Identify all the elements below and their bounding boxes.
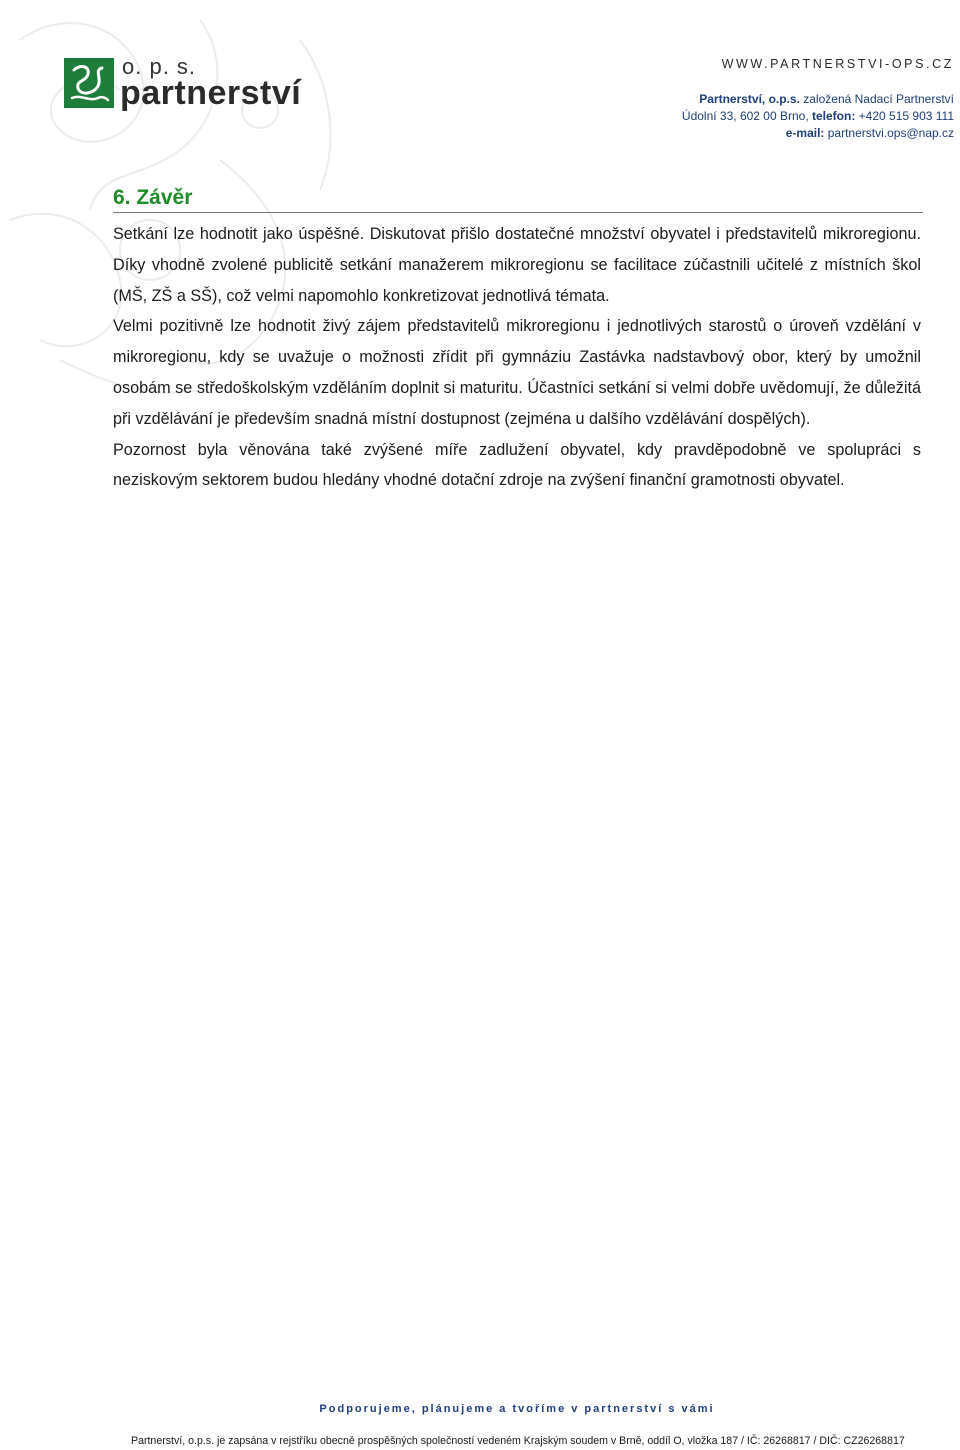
email-line: [682, 125, 954, 142]
address-line: [682, 108, 954, 125]
header-contact-block: [682, 56, 954, 142]
paragraph-2: Velmi pozitivně lze hodnotit živý zájem představitelů mikroregionu i jednotlivých starostů o úroveň vzdělání v mikroregionu, kdy se uvažuje o možnosti zřídit při gymnáziu Zastávka nadstavbový obor, který by umožnil osobám se středoškolským vzděláním doplnit si maturitu. Účastníci setkání si velmi dobře uvědomují, že důležitá při vzdělávání je především snadná místní dostupnost (zejména u dalšího vzdělávání dospělých).: [113, 317, 921, 428]
paragraph-3: Pozornost byla věnována také zvýšené míře zadlužení obyvatel, kdy pravděpodobně ve spolupráci s neziskovým sektorem budou hledány vhodné dotační zdroje na zvýšení finanční gramotnosti obyvatel.: [113, 440, 921, 490]
partnerstvi-logo: [64, 54, 344, 118]
main-content: [113, 186, 921, 496]
org-founded: založená Nadací Partnerství: [799, 92, 954, 106]
phone-value: +420 515 903 111: [855, 109, 954, 123]
logo-name: partnerství: [120, 74, 302, 112]
footer-slogan: Podporujeme, plánujeme a tvoříme v partnerství s vámi: [319, 1403, 715, 1415]
section-heading: 6. Závěr: [113, 186, 923, 213]
logo-abbreviation: o. p. s.: [122, 54, 197, 79]
paragraph-1: Setkání lze hodnotit jako úspěšné. Diskutovat přišlo dostatečné množství obyvatel i představitelů mikroregionu. Díky vhodně zvolené publicitě setkání manažerem mikroregionu se facilitace zúčastnili učitelé z místních škol (MŠ, ZŠ a SŠ), což velmi napomohlo konkretizovat jednotlivá témata.: [113, 225, 921, 305]
org-name: Partnerství, o.p.s.: [699, 92, 800, 106]
website-link[interactable]: WWW.PARTNERSTVI-OPS.CZ: [721, 57, 954, 71]
phone-label: telefon:: [812, 109, 856, 123]
footer-legal-note: Partnerství, o.p.s. je zapsána v rejstříku obecně prospěšných společností vedeném Krajským soudem v Brně, oddíl O, vložka 187 / IČ: 26268817 / DIČ: CZ26268817: [131, 1435, 905, 1447]
email-label: e-mail:: [785, 126, 825, 140]
address: Údolní 33, 602 00 Brno,: [681, 109, 812, 123]
logo-emblem-icon: [64, 58, 114, 108]
email-value[interactable]: partnerstvi.ops@nap.cz: [824, 126, 954, 140]
org-line: [682, 91, 954, 108]
